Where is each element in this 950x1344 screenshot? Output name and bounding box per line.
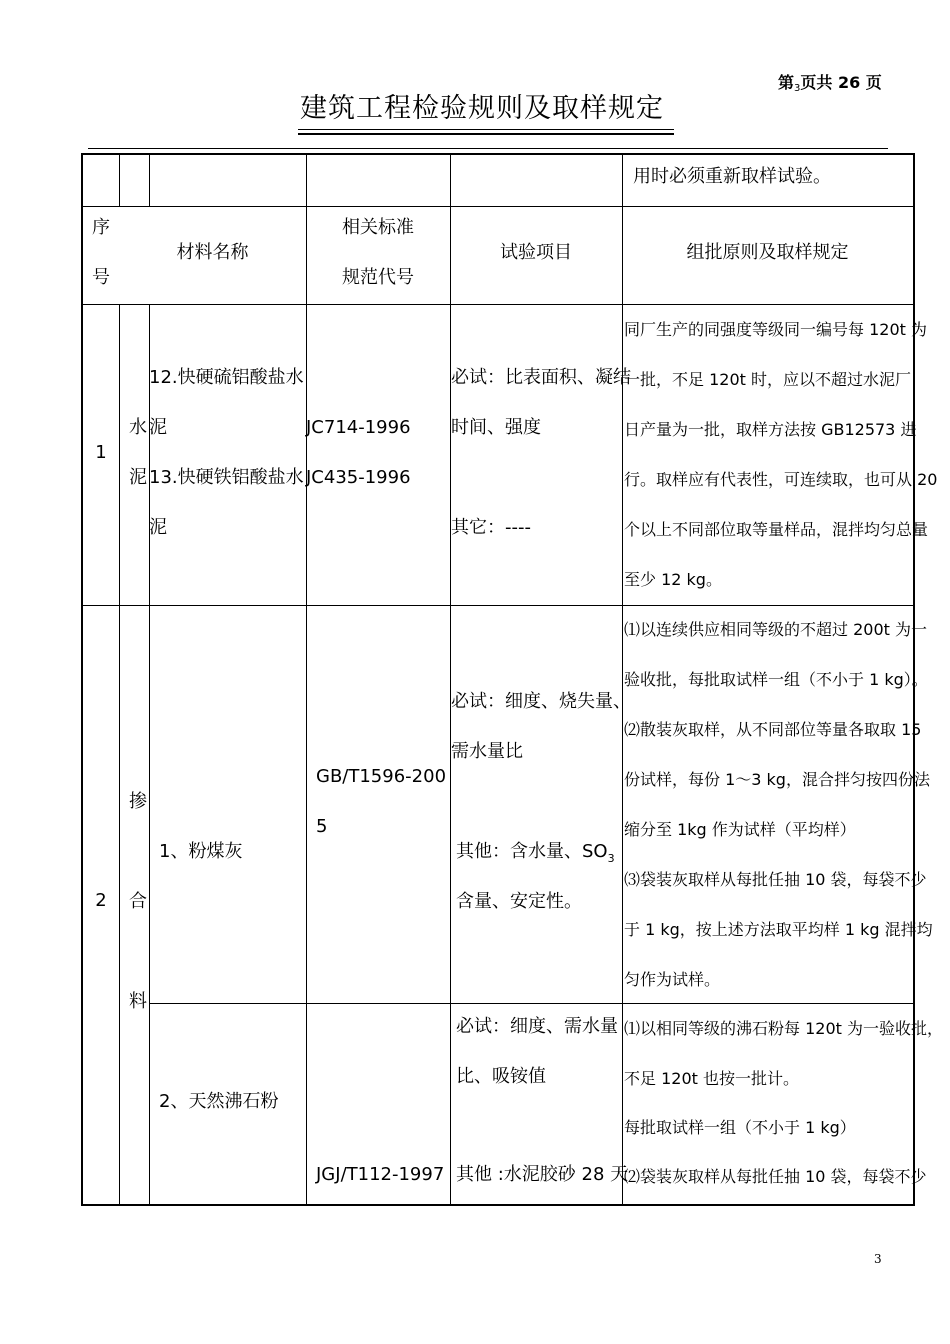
rule-line: ⑵散装灰取样，从不同部位等量各取取 15	[624, 720, 922, 739]
table-rule	[450, 155, 451, 1206]
rule-line: 验收批，每批取试样一组（不小于 1 kg）。	[624, 670, 928, 689]
rule-line: 至少 12 kg。	[624, 570, 722, 589]
table-rule	[83, 304, 913, 305]
table-rule	[306, 155, 307, 1206]
test-item: 其它：----	[451, 517, 531, 538]
test-item: 比、吸铵值	[456, 1066, 546, 1087]
rule-line: 份试样，每份 1～3 kg，混合拌匀按四份法	[624, 770, 930, 789]
rule-line: ⑴以相同等级的沸石粉每 120t 为一验收批，	[624, 1019, 943, 1038]
table-rule	[622, 155, 623, 1206]
header-test-items: 试验项目	[500, 242, 572, 263]
test-item: 其他 :水泥胶砂 28 天	[456, 1164, 629, 1185]
rule-line: 不足 120t 也按一批计。	[624, 1069, 799, 1088]
table-rule	[149, 304, 150, 1206]
header-batch-rules: 组批原则及取样规定	[686, 242, 849, 263]
rule-line: 一批，不足 120t 时，应以不超过水泥厂	[624, 370, 911, 389]
table-rule	[83, 605, 913, 606]
rule-line: 同厂生产的同强度等级同一编号每 120t 为	[624, 320, 927, 339]
standard-code: JGJ/T112-1997	[316, 1164, 445, 1185]
row-category: 料	[129, 991, 147, 1012]
table-rule	[83, 206, 913, 207]
test-item: 需水量比	[451, 741, 523, 762]
table-rule	[119, 304, 120, 1206]
header-standard: 规范代号	[342, 267, 414, 288]
table-rule	[149, 155, 150, 206]
row-category: 泥	[129, 467, 147, 488]
rule-line: 缩分至 1kg 作为试样（平均样）	[624, 820, 856, 839]
rule-line: 于 1 kg，按上述方法取平均样 1 kg 混拌均	[624, 920, 933, 939]
standard-code: JC435-1996	[306, 467, 411, 488]
rule-line: ⑴以连续供应相同等级的不超过 200t 为一	[624, 620, 927, 639]
header-standard: 相关标准	[342, 217, 414, 238]
material-name: 泥	[149, 417, 167, 438]
page-number: 3	[874, 1252, 882, 1266]
rule-line: 行。取样应有代表性，可连续取，也可从 20	[624, 470, 938, 489]
test-item: 时间、强度	[451, 417, 541, 438]
rule-line: 日产量为一批，取样方法按 GB12573 进	[624, 420, 917, 439]
material-name: 泥	[149, 517, 167, 538]
test-item: 必试：比表面积、凝结	[451, 367, 631, 388]
standard-code: JC714-1996	[306, 417, 411, 438]
header-seq: 号	[92, 267, 110, 288]
continued-rule-text: 用时必须重新取样试验。	[633, 166, 831, 187]
test-item: 必试：细度、烧失量、	[451, 691, 631, 712]
rule-line: 每批取试样一组（不小于 1 kg）	[624, 1118, 856, 1137]
row-seq: 1	[95, 442, 107, 463]
title-underline-thick	[298, 133, 674, 135]
rule-line: ⑵袋装灰取样从每批任抽 10 袋，每袋不少	[624, 1167, 927, 1186]
table-rule	[149, 1003, 913, 1004]
standard-code: GB/T1596-200	[316, 766, 447, 787]
row-category: 水	[129, 417, 147, 438]
document-title: 建筑工程检验规则及取样规定	[300, 93, 664, 124]
inspection-table	[81, 153, 943, 1206]
row-category: 合	[129, 891, 147, 912]
page-counter: 第$_3$页共 26 页	[778, 73, 882, 94]
row-category: 掺	[129, 791, 147, 812]
title-underline	[298, 129, 674, 130]
row-seq: 2	[95, 890, 107, 911]
rule-line: ⑶袋装灰取样从每批任抽 10 袋，每袋不少	[624, 870, 927, 889]
rule-line: 匀作为试样。	[624, 970, 721, 989]
table-rule	[119, 155, 120, 206]
header-separator	[88, 148, 888, 149]
header-seq: 序	[92, 217, 110, 238]
test-item: 其他：含水量、$SO_3$	[456, 841, 615, 865]
material-name: 13.快硬铁铝酸盐水	[149, 467, 304, 488]
test-item: 含量、安定性。	[456, 891, 582, 912]
header-material: 材料名称	[176, 242, 249, 263]
material-name: 12.快硬硫铝酸盐水	[149, 367, 304, 388]
rule-line: 个以上不同部位取等量样品，混拌均匀总量	[624, 520, 929, 539]
material-name: 2、天然沸石粉	[159, 1091, 279, 1112]
standard-code: 5	[316, 816, 328, 837]
test-item: 必试：细度、需水量	[456, 1016, 618, 1037]
material-name: 1、粉煤灰	[159, 841, 243, 862]
